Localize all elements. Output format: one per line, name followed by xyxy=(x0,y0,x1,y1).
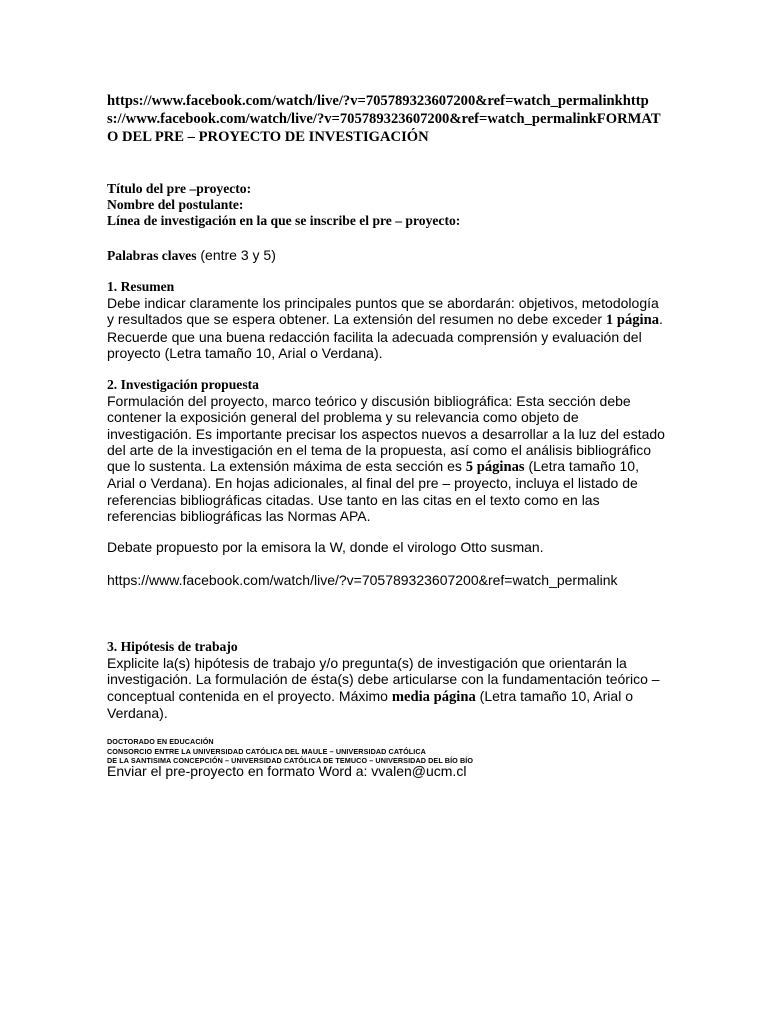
field-applicant-label: Nombre del postulante: xyxy=(107,197,244,212)
facebook-link[interactable]: https://www.facebook.com/watch/live/?v=705789323607200&ref=watch_permalink xyxy=(107,572,618,588)
section-emphasis: 1 página xyxy=(605,312,660,329)
section-text: (Letra tamaño 10, Arial o Verdana). xyxy=(107,687,633,721)
section-emphasis: media página xyxy=(391,688,476,705)
submission-instruction: Enviar el pre-proyecto en formato Word a: vvalen@ucm.cl xyxy=(107,763,467,779)
keywords-label: Palabras claves xyxy=(107,248,197,263)
section-hipotesis xyxy=(107,638,667,721)
section-resumen xyxy=(107,278,667,361)
form-fields xyxy=(107,181,667,229)
field-title-label: Título del pre –proyecto: xyxy=(107,181,252,196)
keywords-line xyxy=(107,246,667,266)
footer-consortium-line: DE LA SANTISIMA CONCEPCIÓN – UNIVERSIDAD CATÓLICA DE TEMUCO – UNIVERSIDAD DEL BÍO BÍO xyxy=(107,756,474,765)
section-text: Debe indicar claramente los principales puntos que se abordarán: objetivos, metodología y resultados que se espera obtener. La extensión del resumen no debe exceder xyxy=(107,295,659,328)
section-text: Explicite la(s) hipótesis de trabajo y/o pregunta(s) de investigación que orientarán la investigación. La formulación de ésta(s) debe articularse con la fundamentación teórico – conceptual contenida en el proyecto. Máximo xyxy=(107,655,660,704)
section-heading: 2. Investigación propuesta xyxy=(107,377,259,392)
program-footer xyxy=(107,737,667,766)
keywords-note: (entre 3 y 5) xyxy=(196,247,276,263)
section-heading: 3. Hipótesis de trabajo xyxy=(107,639,238,654)
document-title: https://www.facebook.com/watch/live/?v=705789323607200&ref=watch_permalinkhttps://www.facebook.com/watch/live/?v=705789323607200&ref=watch_permalinkFORMATO DEL PRE – PROYECTO DE INVESTIGACIÓN xyxy=(107,93,661,145)
section-investigacion xyxy=(107,376,667,524)
section-body xyxy=(107,655,667,721)
section-text: (Letra tamaño 10, Arial o Verdana). En hojas adicionales, al final del pre – proyecto, incluya el listado de referencias bibliográficas citadas. Use tanto en las citas en el texto como en las referencias bibliográficas las Normas APA. xyxy=(107,458,639,525)
field-research-line-label: Línea de investigación en la que se inscribe el pre – proyecto: xyxy=(107,213,461,228)
section-heading: 1. Resumen xyxy=(107,279,175,294)
section-emphasis: 5 páginas xyxy=(465,459,525,476)
footer-consortium-line: CONSORCIO ENTRE LA UNIVERSIDAD CATÓLICA DEL MAULE – UNIVERSIDAD CATÓLICA xyxy=(107,746,426,756)
debate-line: Debate propuesto por la emisora la W, donde el virologo Otto susman. xyxy=(107,539,544,555)
footer-program-name: DOCTORADO EN EDUCACIÓN xyxy=(107,737,214,746)
section-body xyxy=(107,295,667,361)
section-text: Formulación del proyecto, marco teórico y discusión bibliográfica: Esta sección debe contener la exposición general del problema y su relevancia como objeto de investigación. Es importante precisar los aspectos nuevos a desarrollar a la luz del estado del arte de la investigación en el tema de la propuesta, así como el análisis bibliográfico que lo sustenta. La extensión máxima de esta sección es xyxy=(107,393,665,475)
section-body xyxy=(107,393,667,524)
section-text: . Recuerde que una buena redacción facilita la adecuada comprensión y evaluación del proyecto (Letra tamaño 10, Arial o Verdana). xyxy=(107,311,663,361)
